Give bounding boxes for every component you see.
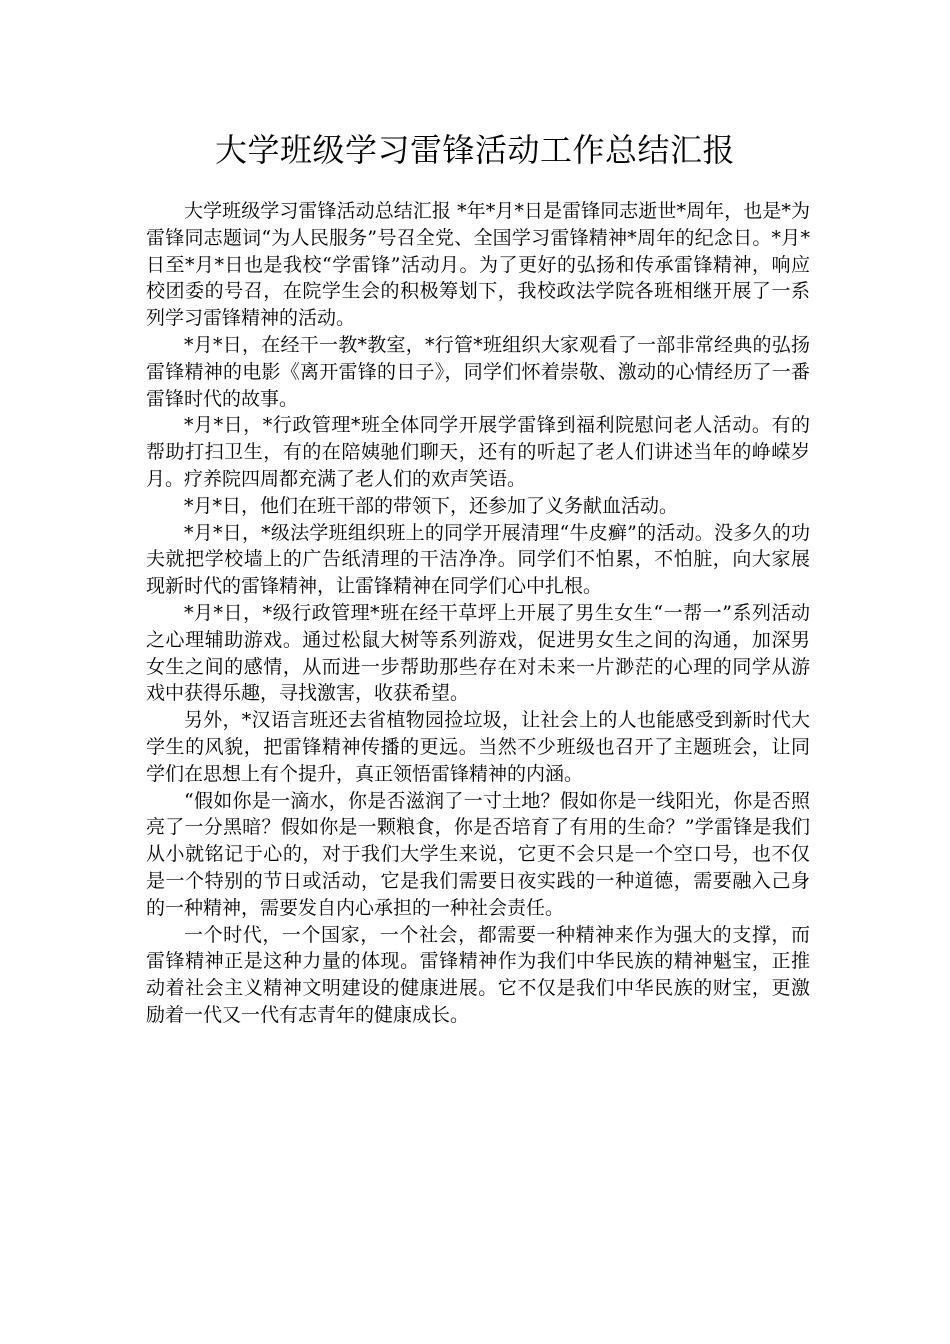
paragraph-blood-donation: *月*日，他们在班干部的带领下，还参加了义务献血活动。 (184, 494, 679, 517)
paragraph-other-classes: 另外，*汉语言班还去省植物园捡垃圾，让社会上的人也能感受到新时代大学生的风貌，把雷锋精神传播的更远。当然不少班级也召开了主题班会，让同学们在思想上有个提升，真正领悟雷锋精神的内涵。 (146, 709, 810, 785)
paragraph-reflection: “假如你是一滴水，你是否滋润了一寸土地？假如你是一线阳光，你是否照亮了一分黑暗？假如你是一颗粮食，你是否培育了有用的生命？”学雷锋是我们从小就铭记于心的，对于我们大学生来说，它更不会只是一个空口号，也不仅是一个特别的节日或活动，它是我们需要日夜实践的一种道德，需要融入己身的一种精神，需要发自内心承担的一种社会责任。 (146, 789, 810, 919)
paragraph-games: *月*日，*级行政管理*班在经干草坪上开展了男生女生“一帮一”系列活动之心理辅助游戏。通过松鼠大树等系列游戏，促进男女生之间的沟通，加深男女生之间的感情，从而进一步帮助那些存在对未来一片渺茫的心理的同学从游戏中获得乐趣，寻找激害，收获希望。 (146, 601, 810, 705)
paragraph-cleanup: *月*日，*级法学班组织班上的同学开展清理“牛皮癣”的活动。没多久的功夫就把学校墙上的广告纸清理的干洁净净。同学们不怕累，不怕脏，向大家展现新时代的雷锋精神，让雷锋精神在同学们心中扎根。 (146, 521, 810, 598)
document-body (146, 198, 810, 1029)
paragraph-movie: *月*日，在经干一教*教室，*行管*班组织大家观看了一部非常经典的弘扬雷锋精神的电影《离开雷锋的日子》，同学们怀着崇敬、激动的心情经历了一番雷锋时代的故事。 (146, 333, 810, 410)
paragraph-nursing-home: *月*日，*行政管理*班全体同学开展学雷锋到福利院慰问老人活动。有的帮助打扫卫生，有的在陪姨驰们聊天，还有的听起了老人们讲述当年的峥嵘岁月。疗养院四周都充满了老人们的欢声笑语。 (146, 414, 810, 490)
document-title: 大学班级学习雷锋活动工作总结汇报 (214, 131, 735, 169)
paragraph-conclusion: 一个时代，一个国家，一个社会，都需要一种精神来作为强大的支撑，而雷锋精神正是这种力量的体现。雷锋精神作为我们中华民族的精神魁宝，正推动着社会主义精神文明建设的健康进展。它不仅是我们中华民族的财宝，更激励着一代又一代有志青年的健康成长。 (146, 923, 810, 1026)
paragraph-intro: 大学班级学习雷锋活动总结汇报 *年*月*日是雷锋同志逝世*周年，也是*为雷锋同志题词“为人民服务”号召全党、全国学习雷锋精神*周年的纪念日。*月*日至*月*日也是我校“学雷锋”活动月。为了更好的弘扬和传承雷锋精神，响应校团委的号召，在院学生会的积极筹划下，我校政法学院各班相继开展了一系列学习雷锋精神的活动。 (146, 200, 810, 330)
